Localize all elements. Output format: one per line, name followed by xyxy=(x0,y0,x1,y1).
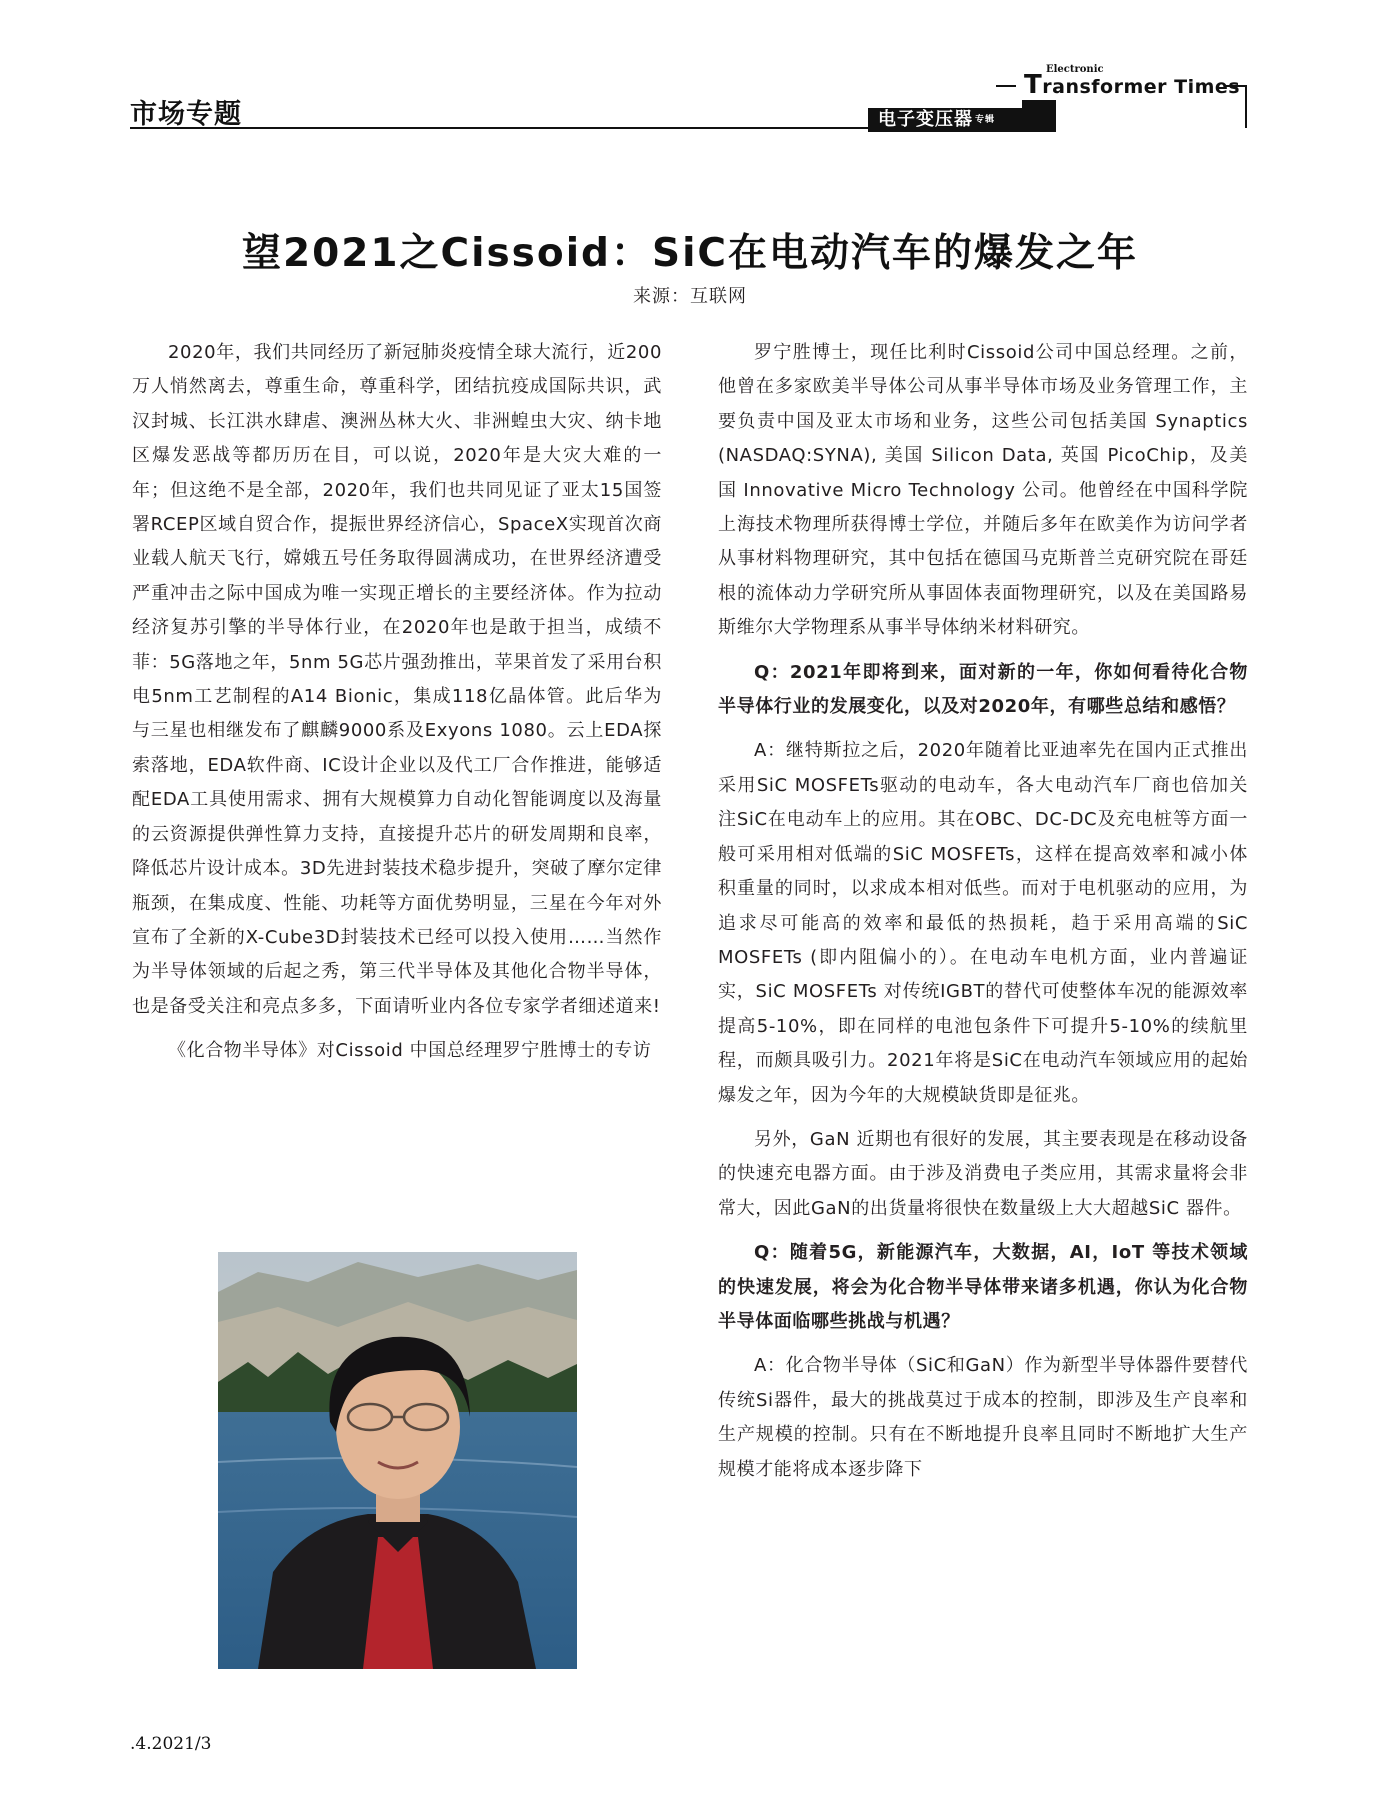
masthead-en-cap: T xyxy=(1024,70,1043,100)
right-column xyxy=(718,336,1248,1497)
article-source: 来源：互联网 xyxy=(633,286,747,307)
header-rule xyxy=(130,127,868,129)
page-header xyxy=(0,0,1380,140)
masthead-dash-right xyxy=(1226,85,1246,87)
page-number: .4.2021/3 xyxy=(130,1734,212,1754)
masthead-en-small: Electronic xyxy=(1046,64,1104,75)
answer-1-gan: 另外，GaN 近期也有很好的发展，其主要表现是在移动设备的快速充电器方面。由于涉及消费电子类应用，其需求量将会非常大，因此GaN的出货量将很快在数量级上大大超越SiC 器件。 xyxy=(718,1128,1248,1219)
article-title: 望2021之Cissoid：SiC在电动汽车的爆发之年 xyxy=(241,231,1139,276)
question-1: Q：2021年即将到来，面对新的一年，你如何看待化合物半导体行业的发展变化，以及对2020年，有哪些总结和感悟？ xyxy=(718,661,1248,718)
answer-1: A：继特斯拉之后，2020年随着比亚迪率先在国内正式推出采用SiC MOSFETs驱动的电动车，各大电动汽车厂商也倍加关注SiC在电动车上的应用。其在OBC、DC-DC及充电桩等方面一般可采用相对低端的SiC MOSFETs，这样在提高效率和减小体积重量的同时，以求成本相对低些。而对于电机驱动的应用，为追求尽可能高的效率和最低的热损耗，趋于采用高端的SiC MOSFETs (即内阻偏小的）。在电动车电机方面，业内普遍证实，SiC MOSFETs 对传统IGBT的替代可使整体车况的能源效率提高5-10%，即在同样的电池包条件下可提升5-10%的续航里程，而颇具吸引力。2021年将是SiC在电动汽车领域应用的起始爆发之年，因为今年的大规模缺货即是征兆。 xyxy=(718,740,1248,1106)
section-label: 市场专题 xyxy=(130,99,242,130)
masthead-cn xyxy=(868,108,1056,132)
masthead-en-rest: ransformer Times xyxy=(1042,76,1241,98)
left-paragraph-interview: 《化合物半导体》对Cissoid 中国总经理罗宁胜博士的专访 xyxy=(168,1040,652,1062)
masthead-en xyxy=(1024,70,1240,100)
masthead-step-block xyxy=(1022,100,1056,110)
right-paragraph-bio: 罗宁胜博士，现任比利时Cissoid公司中国总经理。之前，他曾在多家欧美半导体公司从事半导体市场及业务管理工作，主要负责中国及亚太市场和业务，这些公司包括美国 Synaptics (NASDAQ:SYNA), 美国 Silicon Data, 英国 PicoChip，及美国 Innovative Micro Technology 公司。他曾经在中国科学院上海技术物理所获得博士学位，并随后多年在欧美作为访问学者从事材料物理研究，其中包括在德国马克斯普兰克研究院在哥廷根的流体动力学研究所从事固体表面物理研究，以及在美国路易斯维尔大学物理系从事半导体纳米材料研究。 xyxy=(718,342,1248,639)
answer-2: A：化合物半导体（SiC和GaN）作为新型半导体器件要替代传统Si器件，最大的挑战莫过于成本的控制，即涉及生产良率和生产规模的控制。只有在不断地提升良率且同时不断地扩大生产规模才能将成本逐步降下 xyxy=(718,1355,1248,1480)
masthead-cn-suffix: 专辑 xyxy=(975,115,996,125)
masthead-box-edge xyxy=(1245,85,1247,128)
masthead-dash-left xyxy=(996,85,1016,87)
left-column xyxy=(132,336,662,1079)
left-paragraph-intro: 2020年，我们共同经历了新冠肺炎疫情全球大流行，近200万人悄然离去，尊重生命，尊重科学，团结抗疫成国际共识，武汉封城、长江洪水肆虐、澳洲丛林大火、非洲蝗虫大灾、纳卡地区爆发恶战等都历历在目，可以说，2020年是大灾大难的一年；但这绝不是全部，2020年，我们也共同见证了亚太15国签署RCEP区域自贸合作，提振世界经济信心，SpaceX实现首次商业载人航天飞行，嫦娥五号任务取得圆满成功，在世界经济遭受严重冲击之际中国成为唯一实现正增长的主要经济体。作为拉动经济复苏引擎的半导体行业，在2020年也是敢于担当，成绩不菲：5G落地之年，5nm 5G芯片强劲推出，苹果首发了采用台积电5nm工艺制程的A14 Bionic，集成118亿晶体管。此后华为与三星也相继发布了麒麟9000系及Exyons 1080。云上EDA探索落地，EDA软件商、IC设计企业以及代工厂合作推进，能够适配EDA工具使用需求、拥有大规模算力自动化智能调度以及海量的云资源提供弹性算力支持，直接提升芯片的研发周期和良率，降低芯片设计成本。3D先进封装技术稳步提升，突破了摩尔定律瓶颈，在集成度、性能、功耗等方面优势明显，三星在今年对外宣布了全新的X-Cube3D封装技术已经可以投入使用……当然作为半导体领域的后起之秀，第三代半导体及其他化合物半导体，也是备受关注和亮点多多，下面请听业内各位专家学者细述道来! xyxy=(132,342,662,1017)
masthead-cn-title: 电子变压器 xyxy=(878,109,973,130)
portrait-photo-image xyxy=(218,1252,577,1669)
question-2: Q：随着5G，新能源汽车，大数据，AI，IoT 等技术领域的快速发展，将会为化合物半导体带来诸多机遇，你认为化合物半导体面临哪些挑战与机遇？ xyxy=(718,1242,1248,1332)
portrait-photo xyxy=(218,1252,577,1669)
